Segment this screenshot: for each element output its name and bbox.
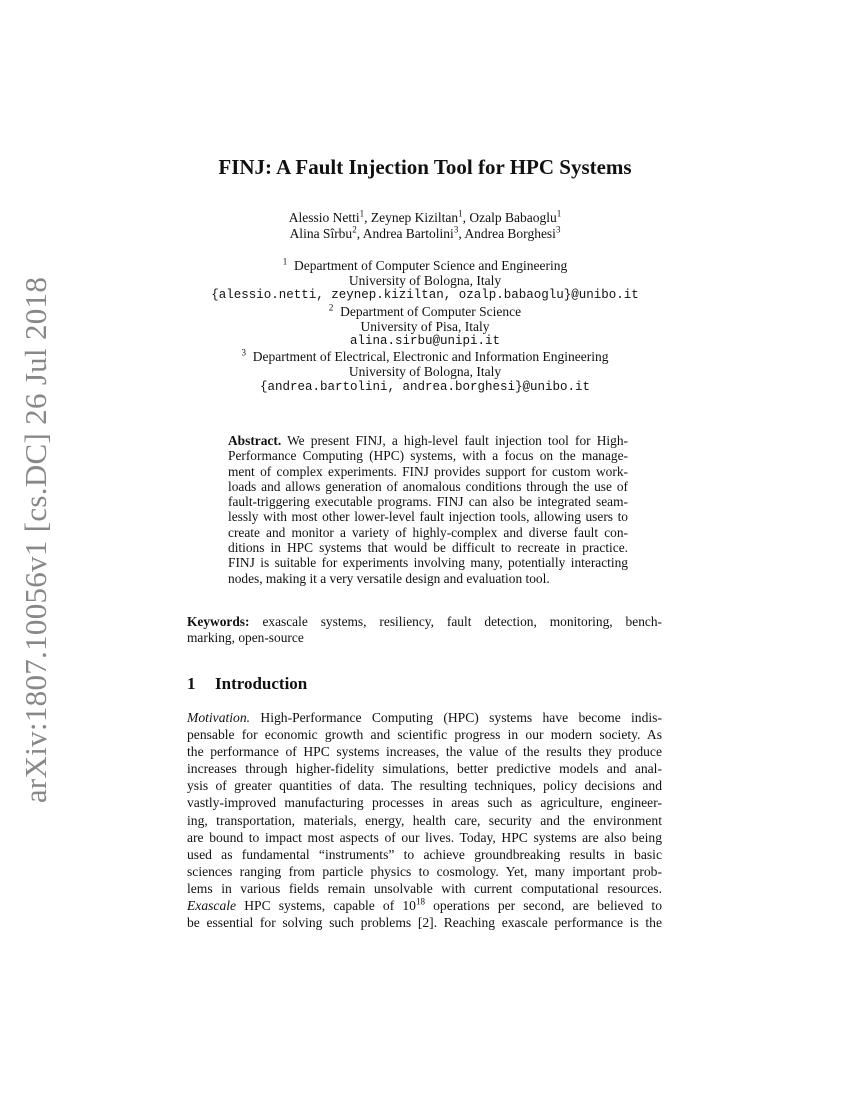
- author-affiliation-mark: 3: [453, 224, 459, 234]
- abstract-line: create and monitor a variety of highly-complex and diverse fault con-: [228, 524, 628, 540]
- body-line: [187, 709, 662, 726]
- author-name: Alina Sîrbu: [289, 225, 353, 241]
- author-line-1: Alessio Netti$^1$, Zeynep Kiziltan$^1$, Ozalp Babaoglu$^1$: [288, 208, 562, 225]
- affiliation-dept: Department of Computer Science and Engineering: [293, 258, 568, 273]
- affiliation-email: alina.sirbu@unipi.it: [349, 334, 501, 349]
- abstract-line: ditions in HPC systems that would be difficult to recreate in practice.: [228, 540, 628, 556]
- author-name: Andrea Borghesi: [464, 225, 556, 241]
- abstract-line: fault-triggering executable programs. FINJ can also be integrated seam-: [228, 494, 628, 510]
- author-name: Zeynep Kiziltan: [370, 210, 459, 225]
- body-line: are bound to impact most aspects of our lives. Today, HPC systems are also being: [187, 829, 662, 845]
- keywords-line: marking, open-source: [187, 630, 304, 645]
- body-text: operations per second, are believed to: [433, 898, 662, 914]
- author-affiliation-mark: 1: [359, 208, 365, 219]
- keywords-line: [187, 614, 662, 630]
- author-affiliation-mark: 1: [458, 208, 463, 219]
- body-line: lems in various fields remain unsolvable with current computational resources.: [187, 880, 662, 896]
- affiliation-number: 1: [282, 256, 288, 267]
- abstract-label: Abstract.: [228, 433, 282, 448]
- abstract-line: Performance Computing (HPC) systems, with a focus on the manage-: [228, 448, 628, 464]
- keywords-label: Keywords:: [187, 614, 250, 629]
- author-affiliation-mark: 2: [352, 224, 357, 234]
- keywords-text: exascale systems, resiliency, fault detection, monitoring, bench-: [262, 614, 662, 629]
- body-line: sciences ranging from particle physics to cosmology. Yet, many important prob-: [187, 863, 662, 879]
- body-line: vastly-improved manufacturing processes in areas such as agriculture, engineer-: [187, 795, 662, 811]
- affiliation-university: University of Bologna, Italy: [348, 273, 502, 289]
- section-number: 1: [187, 674, 196, 693]
- affiliation-dept: Department of Computer Science: [340, 303, 522, 319]
- abstract-line: FINJ is suitable for experiments involving many, potentially interacting: [228, 555, 628, 571]
- body-line: ing, transportation, materials, energy, health care, security and the environment: [187, 812, 662, 828]
- affiliation-dept: Department of Electrical, Electronic and Information Engineering: [252, 349, 609, 365]
- abstract-text: We present FINJ, a high-level fault injection tool for High-: [287, 433, 628, 448]
- abstract: [228, 433, 628, 586]
- affiliation-3: [0, 349, 850, 364]
- affiliation-number: 2: [328, 302, 334, 313]
- affiliations: [0, 258, 850, 395]
- author-name: Andrea Bartolini: [362, 225, 454, 241]
- affiliation-email: {alessio.netti, zeynep.kiziltan, ozalp.babaoglu}@unibo.it: [211, 288, 639, 303]
- affiliation-1: [0, 258, 850, 273]
- author-line-2: Alina Sîrbu$^2$, Andrea Bartolini$^3$, Andrea Borghesi$^3$: [289, 224, 561, 241]
- arxiv-stamp-text: arXiv:1807.10056v1 [cs.DC] 26 Jul 2018: [18, 276, 53, 804]
- exascale-label: Exascale: [187, 898, 237, 914]
- paper-title: FINJ: A Fault Injection Tool for HPC Systems: [218, 155, 632, 179]
- author-name: Ozalp Babaoglu: [469, 210, 557, 225]
- abstract-line: [228, 433, 628, 448]
- author-affiliation-mark: 1: [556, 208, 562, 219]
- body-line: be essential for solving such problems [2]. Reaching exascale performance is the: [187, 915, 662, 931]
- affiliation-email: {andrea.bartolini, andrea.borghesi}@unibo.it: [259, 379, 591, 394]
- affiliation-number: 3: [241, 347, 246, 358]
- body-text: HPC systems, capable of 10: [244, 898, 416, 914]
- body-line: ysis of greater quantities of data. The resulting techniques, policy decisions and: [187, 778, 662, 794]
- abstract-line: ment of complex experiments. FINJ provides support for custom work-: [228, 463, 628, 479]
- affiliation-2: [0, 304, 850, 319]
- author-name: Alessio Netti: [288, 210, 360, 225]
- affiliation-university: University of Pisa, Italy: [360, 318, 490, 334]
- author-affiliation-mark: 3: [555, 224, 561, 234]
- introduction-body: [187, 709, 662, 931]
- keywords: [187, 614, 662, 646]
- abstract-line: loads and allows generation of anomalous conditions through the use of: [228, 478, 628, 494]
- affiliation-university: University of Bologna, Italy: [348, 364, 502, 380]
- body-line: used as fundamental “instruments” to achieve groundbreaking results in basic: [187, 846, 662, 862]
- section-heading: [187, 674, 307, 694]
- abstract-line: nodes, making it a very versatile design and evaluation tool.: [228, 570, 550, 586]
- abstract-line: lessly with most other lower-level fault injection tools, allowing users to: [228, 509, 628, 525]
- section-title: Introduction: [215, 674, 308, 693]
- body-line: pensable for economic growth and scientific progress in our modern society. As: [187, 727, 662, 743]
- motivation-label: Motivation.: [187, 710, 251, 725]
- body-text: High-Performance Computing (HPC) systems have become indis-: [260, 710, 662, 725]
- body-line: the performance of HPC systems increases, the value of the results they produce: [187, 744, 662, 760]
- exponent: 18: [415, 896, 425, 907]
- body-line: increases through higher-fidelity simulations, better predictive models and anal-: [187, 761, 662, 777]
- author-list: [0, 210, 850, 241]
- body-line: [187, 897, 662, 914]
